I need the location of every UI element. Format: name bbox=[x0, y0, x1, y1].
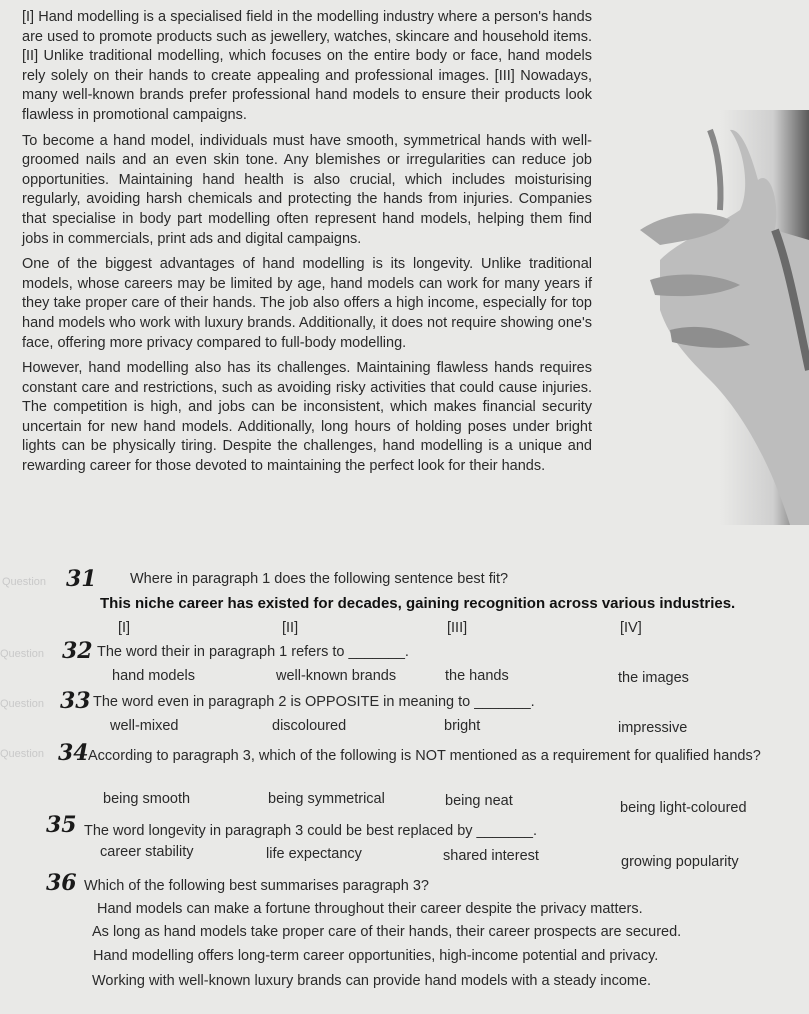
option-33-c[interactable]: bright bbox=[444, 718, 481, 734]
question-number-31: 31 bbox=[66, 566, 97, 592]
option-36-b[interactable]: As long as hand models take proper care of their hands, their career prospects are secured. bbox=[92, 924, 682, 940]
questions-section bbox=[0, 568, 809, 1014]
option-32-d[interactable]: the images bbox=[618, 670, 689, 686]
question-35-text: The word longevity in paragraph 3 could be best replaced by _______. bbox=[84, 823, 538, 839]
paragraph-2: To become a hand model, individuals must have smooth, symmetrical hands with well-groomed nails and an even skin tone. Any blemishes or irregularities can reduce job opportunities. Maintaining hand health is also crucial, which includes moisturising regularly, avoiding harsh chemicals and protecting the hands from injuries. Companies that specialise in body part modelling often represent hand models, helping them find jobs in commercials, print ads and digital campaigns. bbox=[22, 132, 592, 247]
option-35-c[interactable]: shared interest bbox=[443, 848, 539, 864]
question-36-text: Which of the following best summarises paragraph 3? bbox=[84, 878, 429, 894]
option-35-b[interactable]: life expectancy bbox=[266, 846, 362, 862]
question-number-34: 34 bbox=[58, 740, 89, 766]
question-number-33: 33 bbox=[60, 688, 91, 714]
option-31-a[interactable]: [I] bbox=[118, 620, 131, 636]
option-33-a[interactable]: well-mixed bbox=[110, 718, 179, 734]
option-35-a[interactable]: career stability bbox=[100, 844, 194, 860]
option-31-b[interactable]: [II] bbox=[282, 620, 299, 636]
option-33-d[interactable]: impressive bbox=[618, 720, 688, 736]
question-label: Question bbox=[0, 648, 45, 660]
option-36-d[interactable]: Working with well-known luxury brands can provide hand models with a steady income. bbox=[92, 973, 652, 989]
reading-passage bbox=[22, 8, 592, 483]
option-32-b[interactable]: well-known brands bbox=[276, 668, 397, 684]
option-34-d[interactable]: being light-coloured bbox=[620, 800, 747, 816]
hand-photo bbox=[600, 110, 809, 525]
paragraph-4-part-1: However, hand modelling also has its challenges. Maintaining flawless hands requires constant care and restrictions, such as avoiding risky activities that could cause injuries. The competition is high, and jobs can be inconsistent, which makes financial security uncertain for new hand models. bbox=[22, 360, 592, 435]
option-32-c[interactable]: the hands bbox=[445, 668, 509, 684]
question-32-text: The word their in paragraph 1 refers to _______. bbox=[97, 644, 409, 660]
paragraph-1: [I] Hand modelling is a specialised field in the modelling industry where a person's hands are used to promote products such as jewellery, watches, skincare and household items. [II] Unlike traditional modelling, which focuses on the entire body or face, hand models rely solely on their hands to create appealing and professional images. [III] Nowadays, many well-known brands prefer professional hand models to ensure their products look flawless in promotional campaigns. bbox=[22, 9, 592, 123]
option-34-b[interactable]: being symmetrical bbox=[268, 791, 385, 807]
option-36-c[interactable]: Hand modelling offers long-term career opportunities, high-income potential and privacy. bbox=[93, 948, 659, 964]
option-34-a[interactable]: being smooth bbox=[103, 791, 191, 807]
option-33-b[interactable]: discoloured bbox=[272, 718, 347, 734]
option-32-a[interactable]: hand models bbox=[112, 668, 196, 684]
option-31-c[interactable]: [III] bbox=[447, 620, 468, 636]
option-34-c[interactable]: being neat bbox=[445, 793, 513, 809]
option-31-d[interactable]: [IV] bbox=[620, 620, 642, 636]
question-number-35: 35 bbox=[46, 812, 77, 838]
question-31-text: Where in paragraph 1 does the following sentence best fit? bbox=[130, 571, 509, 587]
question-number-32: 32 bbox=[62, 638, 93, 664]
question-label: Question bbox=[0, 748, 45, 760]
question-33-text: The word even in paragraph 2 is OPPOSITE in meaning to _______. bbox=[93, 694, 535, 710]
option-35-d[interactable]: growing popularity bbox=[621, 854, 739, 870]
paragraph-4 bbox=[22, 359, 592, 477]
question-34-text: According to paragraph 3, which of the following is NOT mentioned as a requirement for qualified hands? bbox=[88, 748, 761, 764]
paragraph-3: One of the biggest advantages of hand modelling is its longevity. Unlike traditional models, whose careers may be limited by age, hand models can work for many years if they take proper care of their hands. The job also offers a high income, especially for top hand models who work with luxury brands. Additionally, it does not require showing one's face, offering more privacy compared to full-body modelling. bbox=[22, 256, 592, 351]
question-label: Question bbox=[2, 576, 47, 588]
question-31-sentence: This niche career has existed for decades, gaining recognition across various industries. bbox=[100, 595, 736, 612]
question-number-36: 36 bbox=[46, 870, 77, 896]
question-label: Question bbox=[0, 698, 45, 710]
paragraph-4-part-2: Additionally, long hours of holding poses under bright lights can be physically tiring. Despite the challenges, hand modelling is a unique and rewarding career for those devoted to maintaining the perfect look for their hands. bbox=[22, 418, 592, 475]
option-36-a[interactable]: Hand models can make a fortune throughout their career despite the privacy matters. bbox=[97, 901, 643, 917]
